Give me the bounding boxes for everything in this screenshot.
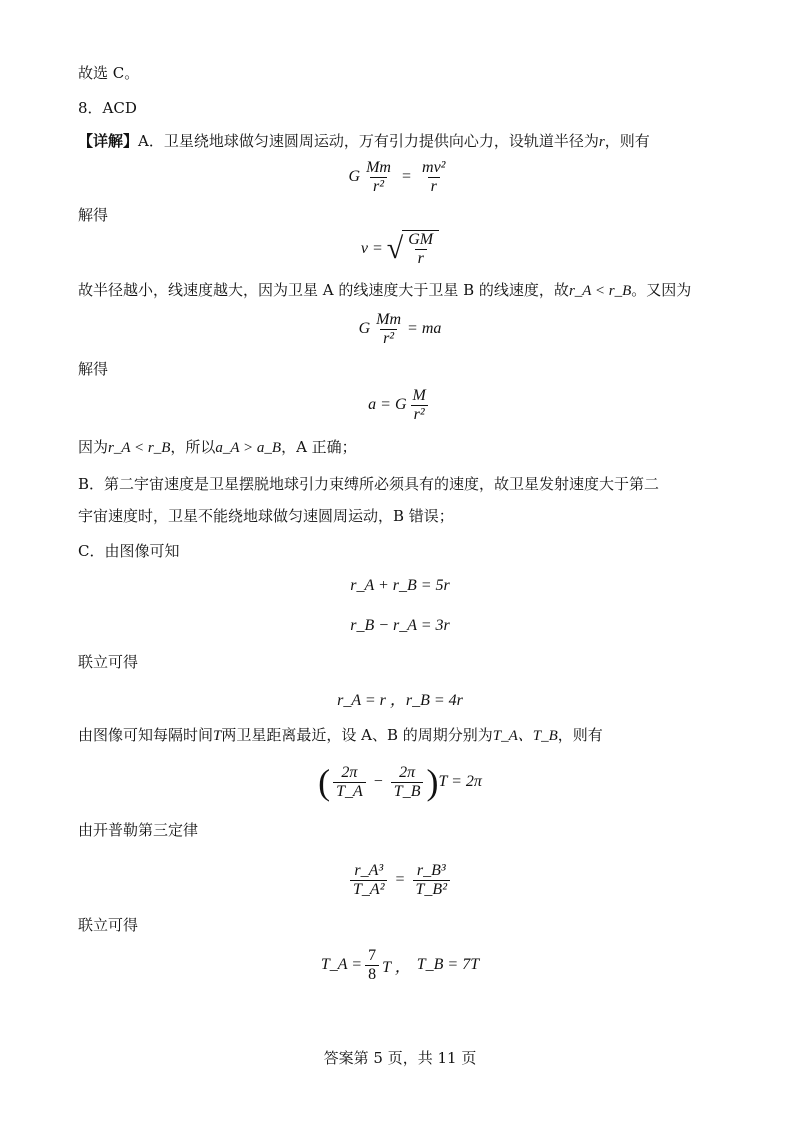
paragraph-c: C．由图像可知 [78, 542, 180, 560]
combine-label-2: 联立可得 [78, 916, 139, 934]
equation-period-result: T_A = $\frac{7}{8}$ T ， T_B = 7T [320, 946, 480, 983]
equation-acceleration-1: G $\frac{Mm}{\text{r²}}$ = ma [358, 310, 442, 347]
equation-radius-diff: r_B − r_A = 3r [350, 617, 450, 634]
question-number: 8．ACD [78, 99, 137, 117]
equation-radius-result: r_A = r ，r_B = 4r [337, 691, 463, 709]
period-paragraph: 由图像可知每隔时间T两卫星距离最近，设 A、B 的周期分别为T_A、T_B，则有 [78, 726, 603, 744]
combine-label-1: 联立可得 [78, 653, 139, 671]
conclusion-a: 因为r_A < r_B，所以a_A > a_B，A 正确； [78, 438, 357, 456]
page-footer: 答案第 5 页，共 11 页 [323, 1049, 477, 1067]
conclusion-line: 故选 C。 [78, 64, 140, 82]
equation-velocity: v = √ $\frac{GM}{r}$ [0, 226, 800, 272]
detail-tag: 【详解】 [78, 132, 139, 150]
paragraph-b-line-1: B．第二宇宙速度是卫星摆脱地球引力束缚所必须具有的速度，故卫星发射速度大于第二 [78, 475, 660, 493]
equation-gravity-centripetal: G $\frac{Mm}{\text{r²}}$ = $\frac{\text{mv²}}{r}$ [348, 158, 446, 195]
detail-paragraph-a: 【详解】A．卫星绕地球做匀速圆周运动，万有引力提供向心力，设轨道半径为r，则有 [78, 132, 650, 150]
velocity-paragraph: 故半径越小，线速度越大，因为卫星 A 的线速度大于卫星 B 的线速度，故r_A < r_B。又因为 [78, 281, 692, 299]
equation-kepler: $\frac{\text{r\_A³}}{\text{T\_A²}}$ = $\frac{\text{r\_B³}}{\text{T\_B²}}$ [0, 855, 800, 905]
paragraph-b-line-2: 宇宙速度时，卫星不能绕地球做匀速圆周运动，B 错误； [78, 507, 454, 525]
equation-acceleration-2: a = G $\frac{M}{\text{r²}}$ [368, 386, 426, 423]
kepler-label: 由开普勒第三定律 [78, 821, 199, 839]
equation-period-relation: ( $\frac{2\pi}{T\_A}$ − $\frac{2\pi}{T\_B}$ ) T = 2π [318, 762, 482, 802]
equation-radius-sum: r_A + r_B = 5r [350, 577, 450, 594]
solve-label-1: 解得 [78, 206, 109, 224]
solve-label-2: 解得 [78, 360, 109, 378]
